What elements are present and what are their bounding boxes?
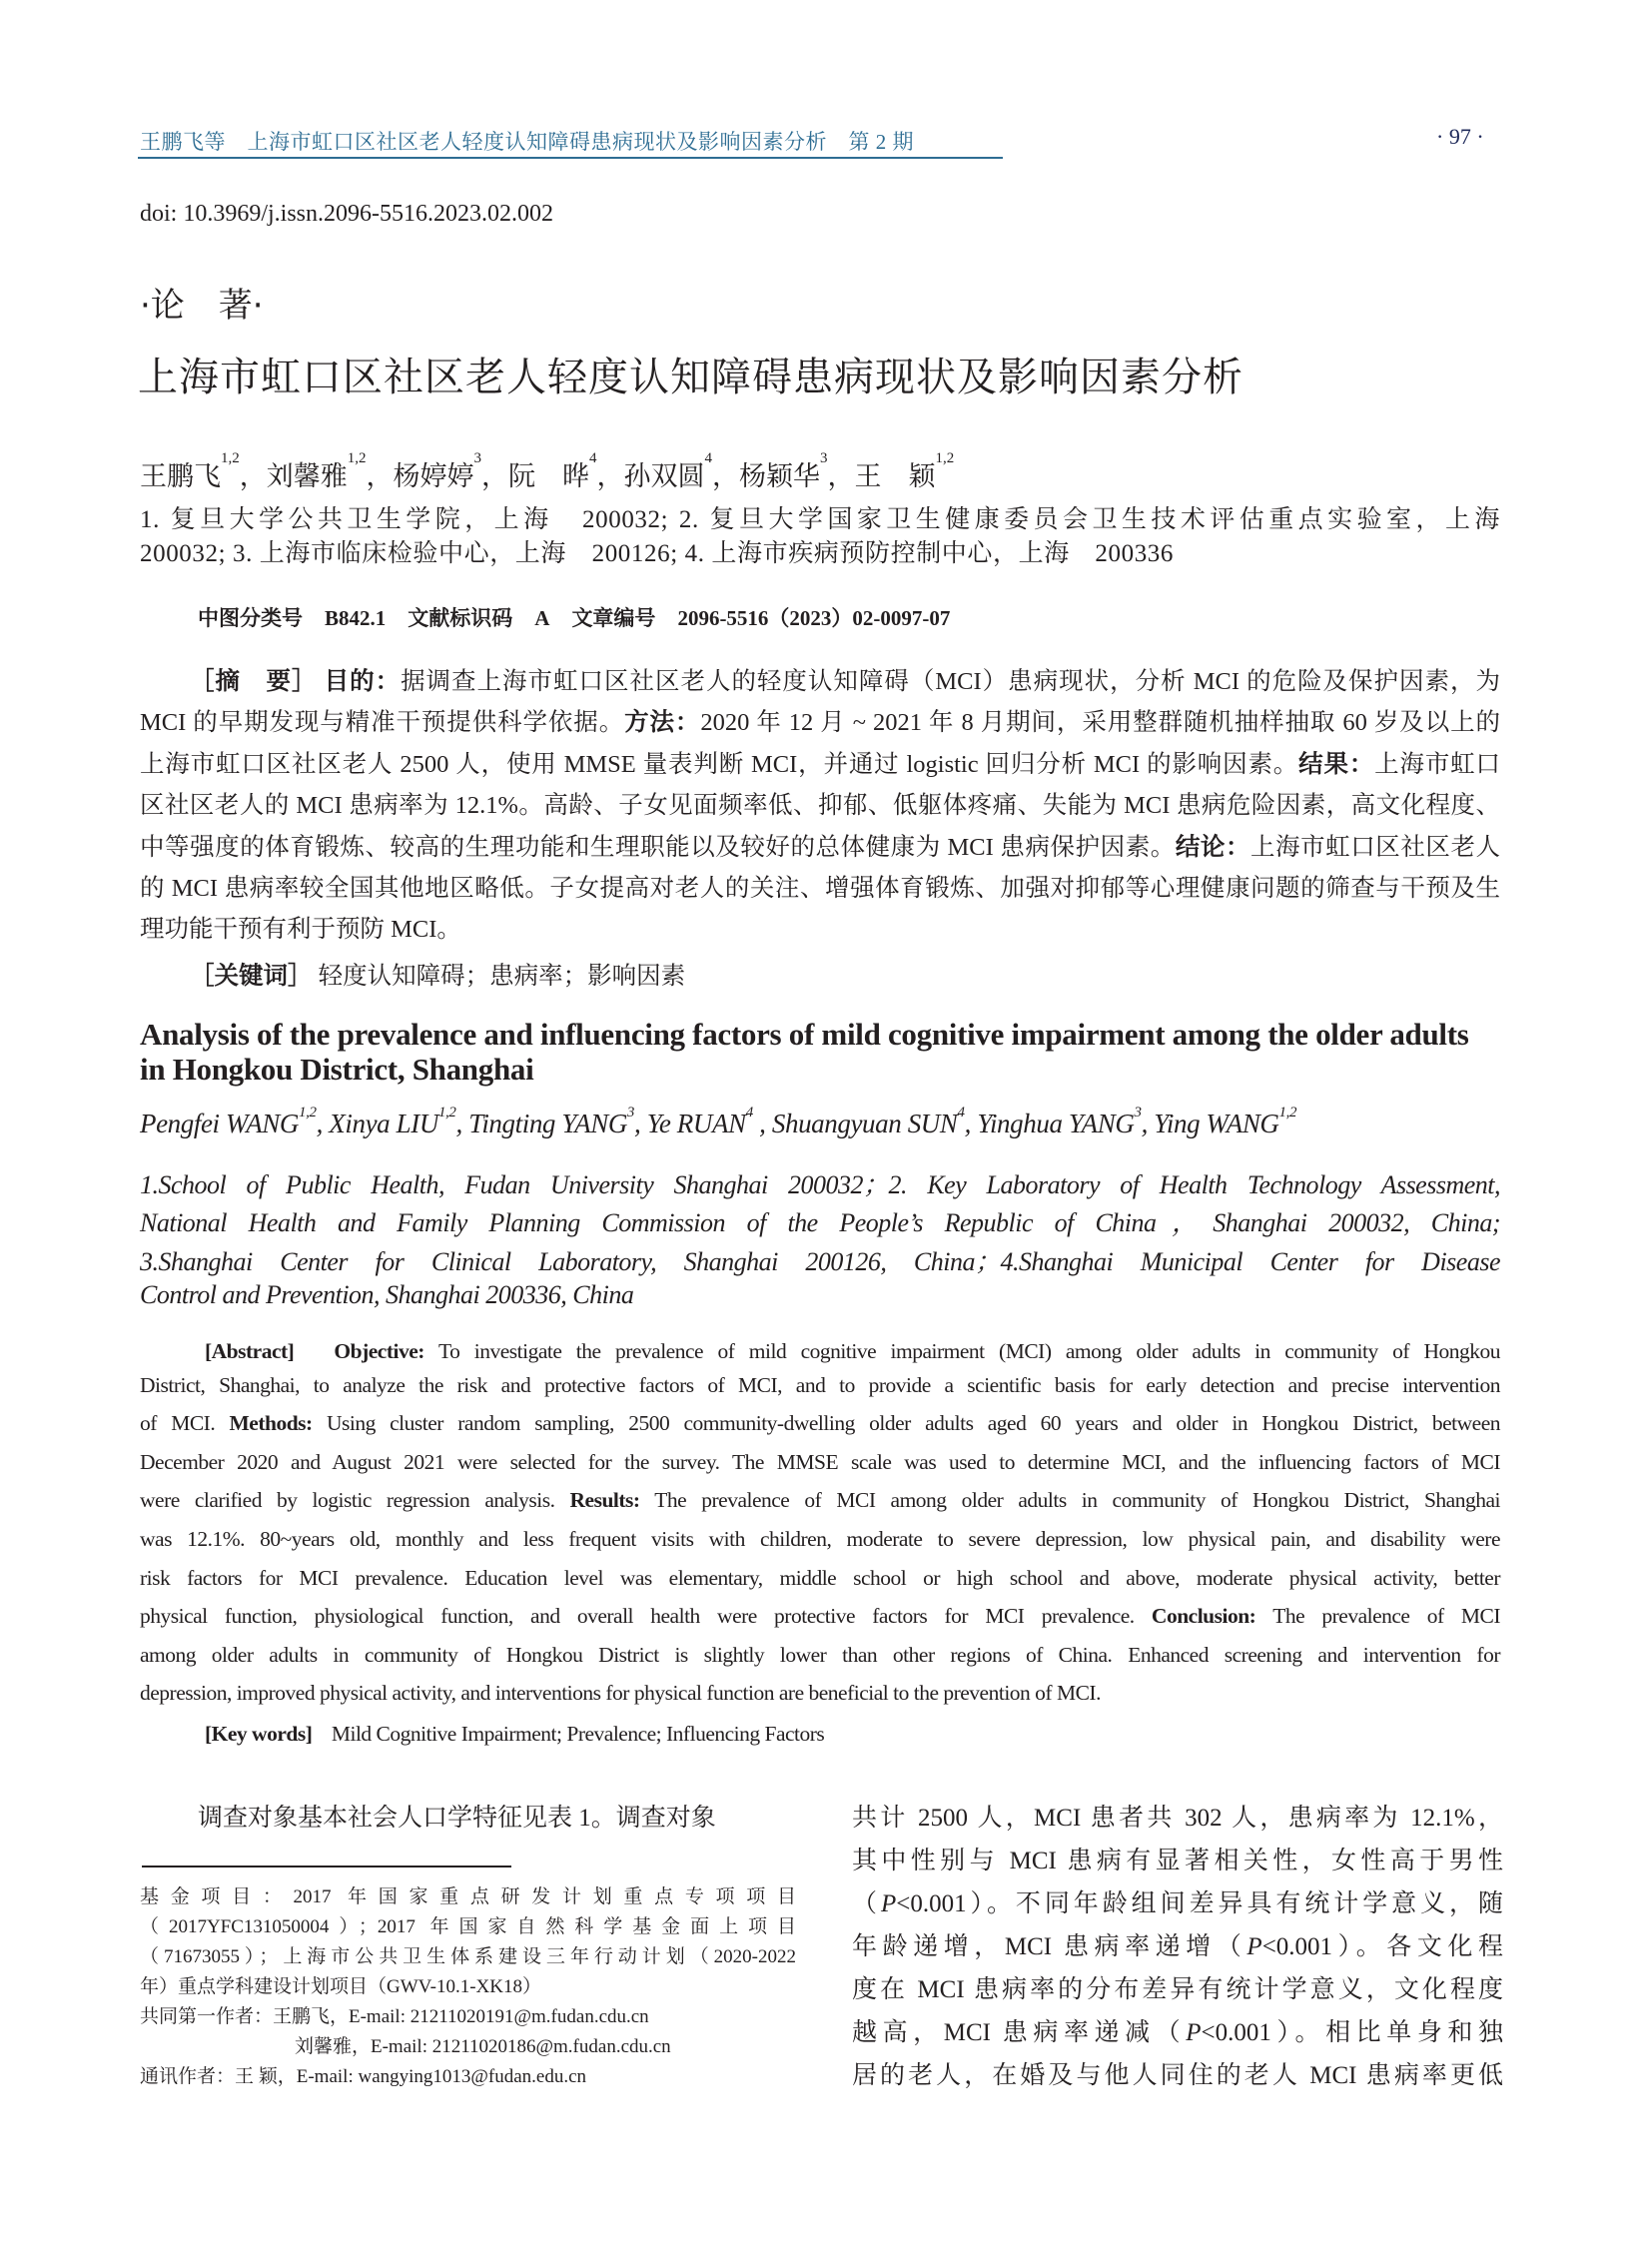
funding-footnote-line: 基金项目：2017 年国家重点研发计划重点专项项目	[140, 1886, 796, 1907]
author-affiliation-marker: 4	[589, 450, 597, 466]
abstract-cn-line	[140, 828, 1500, 863]
text-run: P	[1246, 1933, 1262, 1960]
affiliation-cn-line: 200032; 3. 上海市临床检验中心，上海 200126; 4. 上海市疾病预防控制中心，上海 200336	[140, 540, 1174, 567]
doc-code-label: 文献标识码	[408, 606, 513, 630]
author-name: 王 颖	[854, 461, 936, 491]
author-separator: ,	[752, 1109, 772, 1138]
author-separator: ,	[316, 1109, 330, 1138]
text-run: District, Shanghai, to analyze the risk and protective factors of MCI, and to provide a scientific basis for early detection and precise intervention	[140, 1372, 1500, 1397]
author-name: Tingting YANG	[468, 1109, 627, 1138]
text-run: 据调查上海市虹口区社区老人的轻度认知障碍（MCI）患病现状，分析 MCI 的危险及保护因素，为	[401, 668, 1501, 695]
author-name: Ying WANG	[1154, 1109, 1279, 1138]
text-run: depression, improved physical activity, and interventions for physical function are beneficial to the prevention of MCI.	[140, 1681, 1101, 1706]
author-affiliation-marker: 1,2	[935, 450, 955, 466]
abstract-en-line	[140, 1411, 1500, 1436]
abstract-en-line	[140, 1643, 1500, 1668]
bold-run: Conclusion:	[1151, 1604, 1256, 1629]
text-run: physical function, physiological function, and overall health were protective factors for MCI prevalence.	[140, 1604, 1152, 1629]
author-affiliation-marker: 1,2	[1278, 1105, 1297, 1120]
affiliation-en-line: Control and Prevention, Shanghai 200336, China	[140, 1280, 634, 1309]
article-no-label: 文章编号	[571, 606, 656, 630]
section-tag: ·论 著·	[140, 286, 264, 326]
text-run: MCI 的早期发现与精准干预提供科学依据。	[140, 709, 625, 737]
abstract-en-line	[205, 1334, 1500, 1365]
text-run: Using cluster random sampling, 2500 community-dwelling older adults aged 60 years and older in Hongkou District, between	[312, 1411, 1500, 1436]
affiliation-en-line: National Health and Family Planning Commission of the People’s Republic of China，Shanghai 200032, China;	[140, 1208, 1500, 1237]
author-affiliation-marker: 3	[820, 450, 828, 466]
bold-run: ［摘 要］	[190, 668, 318, 695]
text-run: <0.001）。相比单身和独	[1201, 2019, 1503, 2046]
abstract-cn-line	[140, 869, 1500, 904]
text-run: was 12.1%. 80~years old, monthly and less frequent visits with children, moderate to severe depression, low physical pain, and disability were	[140, 1527, 1500, 1551]
funding-footnote-line: （2017YFC131050004）；2017 年国家自然科学基金面上项目	[140, 1916, 796, 1937]
keywords-en-label: [Key words]	[205, 1722, 313, 1746]
co-first-author-footnote: 刘馨雅，E-mail: 21211020186@m.fudan.cdu.cn	[295, 2036, 671, 2057]
author-separator: ,	[1141, 1109, 1155, 1138]
funding-footnote-line: （71673055）；上海市公共卫生体系建设三年行动计划（2020-2022	[140, 1946, 796, 1967]
author-separator: ，	[596, 461, 624, 491]
affiliation-en-line: 1.School of Public Health, Fudan University Shanghai 200032；2. Key Laboratory of Health Technology Assessment,	[140, 1170, 1500, 1199]
authors-cn	[140, 450, 955, 493]
abstract-cn-line	[140, 745, 1500, 780]
abstract-en-line	[140, 1681, 1500, 1706]
running-header: 王鹏飞等 上海市虹口区社区老人轻度认知障碍患病现状及影响因素分析 第 2 期	[140, 130, 914, 154]
article-no-value: 2096-5516（2023）02-0097-07	[677, 606, 951, 630]
body-right-line: 其中性别与 MCI 患病有显著相关性，女性高于男性	[852, 1848, 1503, 1874]
authors-en	[140, 1105, 1297, 1139]
co-first-author-footnote: 共同第一作者：王鹏飞，E-mail: 21211020191@m.fudan.cdu.cn	[140, 2006, 649, 2027]
text-run: December 2020 and August 2021 were selected for the survey. The MMSE scale was used to determine MCI, and the influencing factors of MCI	[140, 1449, 1500, 1474]
text-run: 的 MCI 患病率较全国其他地区略低。子女提高对老人的关注、增强体育锻炼、加强对抑郁等心理健康问题的筛查与干预及生	[140, 875, 1500, 902]
keywords-cn-text: 轻度认知障碍；患病率；影响因素	[318, 963, 686, 990]
text-run: 区社区老人的 MCI 患病率为 12.1%。高龄、子女见面频率低、抑郁、低躯体疼痛、失能为 MCI 患病危险因素，高文化程度、	[140, 792, 1500, 820]
footnote-separator	[142, 1866, 511, 1868]
body-left-paragraph: 调查对象基本社会人口学特征见表 1。调查对象	[198, 1805, 716, 1832]
bold-run: 结论：	[1175, 833, 1250, 861]
text-run: 越高，MCI 患病率递减（	[852, 2019, 1187, 2046]
author-name: 杨婷婷	[393, 461, 474, 491]
author-separator: ，	[827, 461, 855, 491]
author-name: 孙双圆	[623, 461, 705, 491]
author-name: 杨颖华	[739, 461, 820, 491]
author-affiliation-marker: 3	[473, 450, 481, 466]
abstract-en-line	[140, 1527, 1500, 1552]
corresponding-author-footnote: 通讯作者：王 颖，E-mail: wangying1013@fudan.edu.cn	[140, 2066, 587, 2087]
author-name: 阮 晔	[508, 461, 589, 491]
bold-run: Objective:	[334, 1339, 424, 1363]
abstract-cn-line	[190, 662, 1500, 697]
text-run: 中等强度的体育锻炼、较高的生理功能和生理职能以及较好的总体健康为 MCI 患病保护因素。	[140, 833, 1176, 861]
text-run: The prevalence of MCI among older adults in community of Hongkou District, Shanghai	[639, 1488, 1500, 1513]
classification-line	[198, 602, 950, 632]
author-separator: ，	[366, 461, 394, 491]
text-run: 理功能干预有利于预防 MCI。	[140, 916, 461, 944]
author-separator: ,	[455, 1109, 469, 1138]
author-name: Pengfei WANG	[140, 1109, 300, 1138]
abstract-en-line	[140, 1566, 1500, 1591]
abstract-cn-line	[140, 786, 1500, 821]
abstract-cn-line	[140, 910, 1500, 945]
bold-run: 方法：	[624, 709, 701, 737]
text-run: 上海市虹口	[1374, 750, 1501, 778]
header-rule	[138, 157, 1003, 159]
author-affiliation-marker: 3	[1134, 1105, 1142, 1120]
abstract-en-line	[140, 1488, 1500, 1513]
abstract-en-line	[140, 1604, 1500, 1629]
author-name: 王鹏飞	[140, 461, 221, 491]
abstract-en-line	[140, 1450, 1500, 1475]
author-separator: ,	[634, 1109, 647, 1138]
affiliation-en-line: 3.Shanghai Center for Clinical Laboratory, Shanghai 200126, China；4.Shanghai Municipal Center for Disease	[140, 1247, 1500, 1276]
text-run: 2020 年 12 月 ~ 2021 年 8 月期间，采用整群随机抽样抽取 60 岁及以上的	[700, 709, 1500, 737]
author-name: Yinghua YANG	[977, 1109, 1135, 1138]
author-affiliation-marker: 4	[745, 1105, 753, 1120]
body-right-line: 居的老人，在婚及与他人同住的老人 MCI 患病率更低	[852, 2062, 1503, 2089]
title-cn: 上海市虹口区社区老人轻度认知障碍患病现状及影响因素分析	[138, 355, 1243, 400]
page-number: · 97 ·	[1436, 124, 1484, 149]
author-affiliation-marker: 3	[626, 1105, 635, 1120]
keywords-en	[205, 1722, 1493, 1747]
body-right-line	[852, 1883, 1503, 1919]
author-affiliation-marker: 1,2	[221, 450, 240, 466]
author-name: Ye RUAN	[646, 1109, 746, 1138]
bold-run: [Abstract]	[205, 1339, 295, 1363]
author-separator: ,	[964, 1109, 978, 1138]
text-run: were clarified by logistic regression analysis.	[140, 1488, 570, 1513]
doc-code-value: A	[534, 606, 550, 630]
body-right-line	[852, 1926, 1503, 1962]
text-run: P	[880, 1890, 897, 1917]
text-run	[294, 1339, 334, 1363]
text-run: P	[1186, 2019, 1202, 2046]
text-run: 上海市虹口区社区老人 2500 人，使用 MMSE 量表判断 MCI，并通过 logistic 回归分析 MCI 的影响因素。	[140, 750, 1299, 778]
text-run: of MCI.	[140, 1411, 230, 1436]
keywords-en-text: Mild Cognitive Impairment; Prevalence; Influencing Factors	[331, 1722, 825, 1746]
abstract-cn-line	[140, 703, 1500, 738]
text-run: To investigate the prevalence of mild cognitive impairment (MCI) among older adults in community of Hongkou	[423, 1339, 1500, 1363]
text-run: <0.001）。各文化程	[1261, 1933, 1503, 1960]
text-run: 上海市虹口区社区老人	[1250, 833, 1501, 861]
body-right-line: 度在 MCI 患病率的分布差异有统计学意义，文化程度	[852, 1976, 1503, 2003]
author-affiliation-marker: 4	[957, 1105, 965, 1120]
text-run: <0.001）。不同年龄组间差异具有统计学意义，随	[896, 1890, 1503, 1917]
keywords-cn	[190, 957, 1488, 992]
author-affiliation-marker: 4	[704, 450, 712, 466]
author-name: Shuangyuan SUN	[771, 1109, 958, 1138]
text-run: among older adults in community of Hongkou District is slightly lower than other regions of China. Enhanced screening and intervention for	[140, 1642, 1500, 1667]
author-affiliation-marker: 1,2	[347, 450, 367, 466]
author-name: 刘馨雅	[266, 461, 348, 491]
clc-value: B842.1	[325, 606, 387, 630]
text-run: The prevalence of MCI	[1255, 1604, 1500, 1629]
title-en: Analysis of the prevalence and influencing factors of mild cognitive impairment among the older adults in Hongkou District, Shanghai	[140, 1017, 1469, 1087]
bold-run: 目的：	[317, 668, 402, 695]
keywords-cn-label: ［关键词］	[190, 963, 313, 990]
author-affiliation-marker: 1,2	[437, 1105, 456, 1120]
author-name: Xinya LIU	[329, 1109, 438, 1138]
text-run: 年龄递增，MCI 患病率递增（	[852, 1933, 1247, 1960]
text-run: risk factors for MCI prevalence. Education level was elementary, middle school or high school and above, moderate physical activity, better	[140, 1565, 1500, 1590]
bold-run: 结果：	[1298, 750, 1375, 778]
bold-run: Results:	[569, 1488, 640, 1513]
clc-label: 中图分类号	[198, 606, 303, 630]
bold-run: Methods:	[229, 1411, 313, 1436]
body-right-line: 共计 2500 人，MCI 患者共 302 人，患病率为 12.1%，	[852, 1805, 1503, 1832]
text-run: （	[852, 1890, 881, 1917]
author-affiliation-marker: 1,2	[299, 1105, 317, 1120]
doi[interactable]: doi: 10.3969/j.issn.2096-5516.2023.02.002	[140, 201, 554, 227]
author-separator: ，	[481, 461, 508, 491]
affiliation-cn-line: 1. 复旦大学公共卫生学院，上海 200032; 2. 复旦大学国家卫生健康委员会卫生技术评估重点实验室，上海	[140, 506, 1500, 533]
author-separator: ，	[239, 461, 267, 491]
author-separator: ，	[712, 461, 739, 491]
funding-footnote-line: 年）重点学科建设计划项目（GWV-10.1-XK18）	[140, 1976, 541, 1997]
abstract-en-line	[140, 1373, 1500, 1398]
